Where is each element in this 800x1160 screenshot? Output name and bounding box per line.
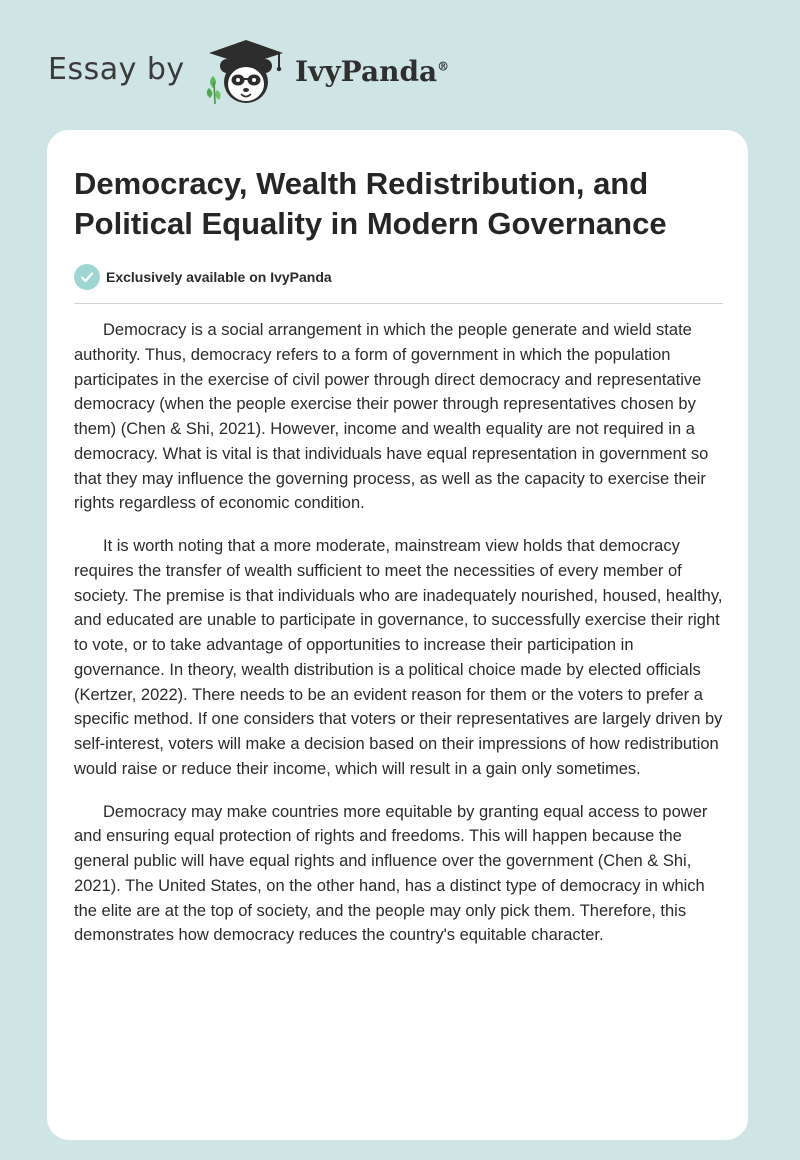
essay-card bbox=[47, 130, 748, 1140]
exclusive-badge-text: Exclusively available on IvyPanda bbox=[106, 269, 332, 285]
exclusive-badge bbox=[74, 264, 332, 290]
essay-title: Democracy, Wealth Redistribution, and Political Equality in Modern Governance bbox=[74, 166, 667, 241]
registered-mark: ® bbox=[437, 59, 450, 74]
header-divider bbox=[74, 303, 723, 304]
essay-paragraph: It is worth noting that a more moderate, mainstream view holds that democracy requires the transfer of wealth sufficient to meet the necessities of every member of society. The premise is that individuals who are inadequately nourished, housed, healthy, and educated are unable to participate in governance, to successfully exercise their right to vote, or to take advantage of opportunities to increase their participation in governance. In theory, wealth distribution is a political choice made by elected officials (Kertzer, 2022). There needs to be an evident reason for them or the voters to prefer a specific method. If one considers that voters or their representatives are largely driven by self-interest, voters will make a decision based on their impressions of how redistribution would raise or reduce their income, which will result in a gain only sometimes. bbox=[74, 537, 723, 778]
site-header bbox=[0, 0, 800, 130]
panda-graduate-icon[interactable] bbox=[203, 36, 295, 108]
essay-by-label: Essay by bbox=[48, 52, 185, 87]
brand-name[interactable] bbox=[295, 55, 449, 88]
check-circle-icon bbox=[74, 264, 100, 290]
brand-name-text: IvyPanda bbox=[295, 55, 438, 88]
essay-paragraph: Democracy may make countries more equitable by granting equal access to power and ensuring equal protection of rights and freedoms. This will happen because the general public will have equal rights and influence over the government (Chen & Shi, 2021). The United States, on the other hand, has a distinct type of democracy in which the elite are at the top of society, and the people may only pick them. Therefore, this demonstrates how democracy reduces the country's equitable character. bbox=[74, 802, 708, 945]
essay-body bbox=[74, 318, 724, 966]
essay-paragraph: Democracy is a social arrangement in which the people generate and wield state authority. Thus, democracy refers to a form of government in which the population participates in the exercise of civil power through direct democracy and representative democracy (when the people exercise their power through representatives chosen by them) (Chen & Shi, 2021). However, income and wealth equality are not required in a democracy. What is vital is that individuals have equal representation in government so that they may influence the governing process, as well as the capacity to exercise their rights regardless of economic condition. bbox=[74, 321, 709, 513]
